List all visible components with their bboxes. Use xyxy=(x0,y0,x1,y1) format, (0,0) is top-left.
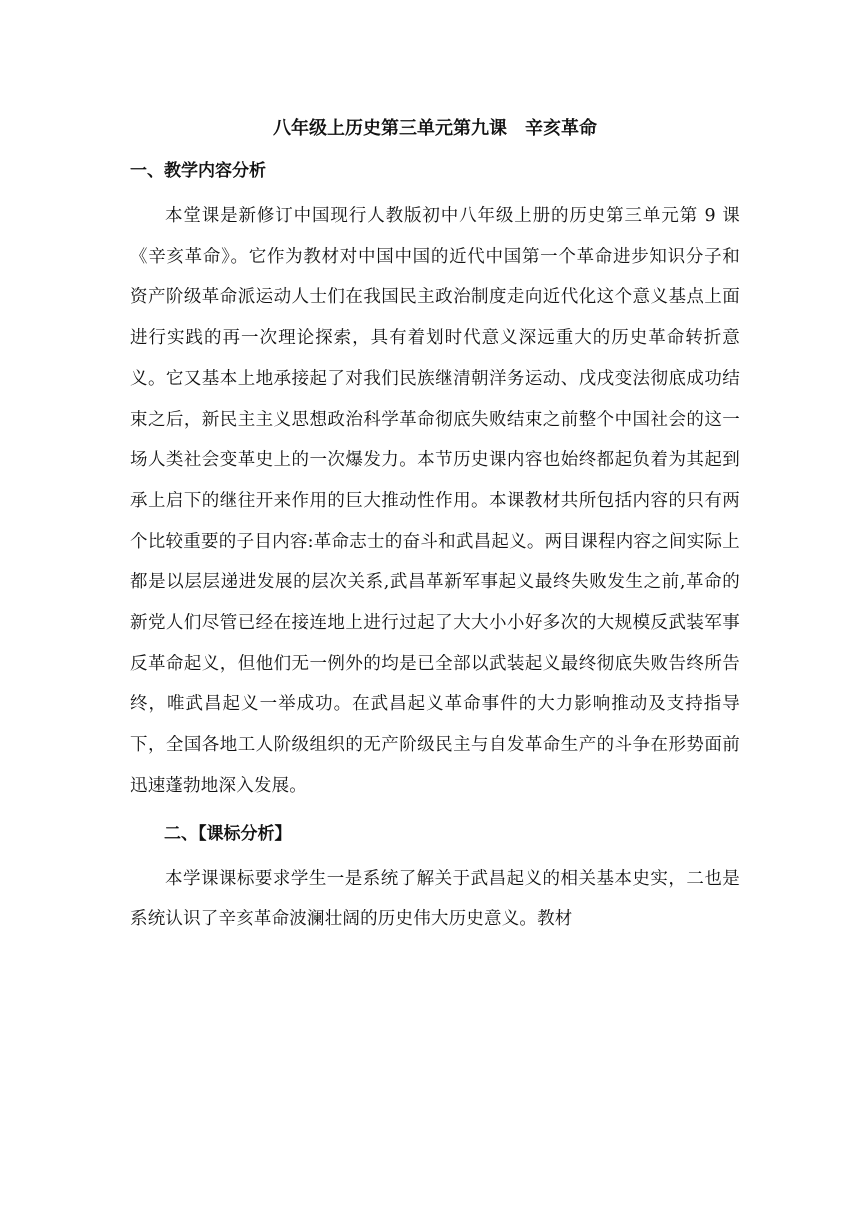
section-heading: 二、【课标分析】 xyxy=(164,823,292,844)
section-paragraph: 本堂课是新修订中国现行人教版初中八年级上册的历史第三单元第 9 课《辛亥革命》。它作为教材对中国中国的近代中国第一个革命进步知识分子和资产阶级革命派运动人士们在我国民主政治制度走向近代化这个意义基点上面进行实践的再一次理论探索，具有着划时代意义深远重大的历史革命转折意义。它又基本上地承接起了对我们民族继清朝洋务运动、戊戌变法彻底成功结束之后，新民主主义思想政治科学革命彻底失败结束之前整个中国社会的这一场人类社会变革史上的一次爆发力。本节历史课内容也始终都起负着为其起到承上启下的继往开来作用的巨大推动性作用。本课教材共所包括内容的只有两个比较重要的子目内容:革命志士的奋斗和武昌起义。两目课程内容之间实际上都是以层层递进发展的层次关系,武昌革新军事起义最终失败发生之前,革命的新党人们尽管已经在接连地上进行过起了大大小小好多次的大规模反武装军事反革命起义，但他们无一例外的均是已全部以武装起义最终彻底失败告终所告终，唯武昌起义一举成功。在武昌起义革命事件的大力影响推动及支持指导下，全国各地工人阶级组织的无产阶级民主与自发革命生产的斗争在形势面前迅速蓬勃地深入发展。 xyxy=(130,206,740,796)
document-body xyxy=(130,108,740,940)
section-heading: 一、教学内容分析 xyxy=(130,161,266,181)
section-teaching-content-analysis xyxy=(130,150,740,807)
document-title: 八年级上历史第三单元第九课 辛亥革命 xyxy=(273,118,597,139)
section-curriculum-standard-analysis xyxy=(130,813,740,940)
section-paragraph: 本学课课标要求学生一是系统了解关于武昌起义的相关基本史实，二也是系统认识了辛亥革命波澜壮阔的历史伟大历史意义。教材 xyxy=(130,868,740,930)
